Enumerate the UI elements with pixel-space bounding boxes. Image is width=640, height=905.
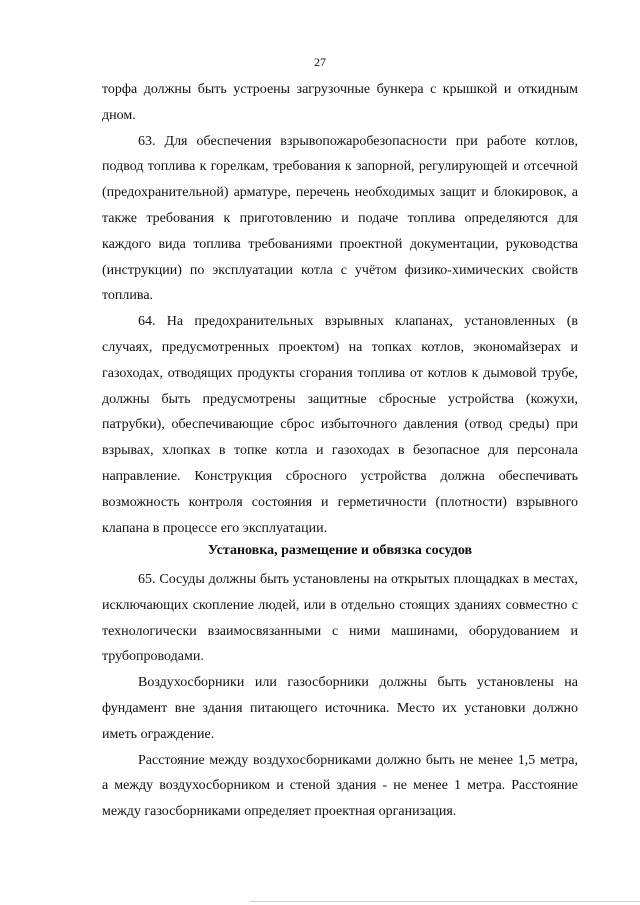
- paragraph-air-receivers: Воздухосборники или газосборники должны быть установлены на фундамент вне здания питающего источника. Место их установки должно иметь ограждение.: [102, 675, 578, 742]
- paragraph-distance: Расстояние между воздухосборниками должно быть не менее 1,5 метра, а между воздухосборником и стеной здания - не менее 1 метра. Расстояние между газосборниками определяет проектная организация.: [102, 752, 578, 820]
- paragraph-64: 64. На предохранительных взрывных клапанах, установленных (в случаях, предусмотренных проектом) на топках котлов, экономайзерах и газоходах, отводящих продукты сгорания топлива от котлов к дымовой трубе, должны быть предусмотрены защитные сбросные устройства (кожухи, патрубки), обеспечивающие сброс избыточного давления (отвод среды) при взрывах, хлопках в топке котла и газоходах в безопасное для персонала направление. Конструкция сбросного устройства должна обеспечивать возможность контроля состояния и герметичности (плотности) взрывного клапана в процессе его эксплуатации.: [102, 314, 578, 536]
- paragraph-63: 63. Для обеспечения взрывопожаробезопасности при работе котлов, подвод топлива к горелкам, требования к запорной, регулирующей и отсечной (предохранительной) арматуре, перечень необходимых защит и блокировок, а также требования к приготовлению и подаче топлива определяются для каждого вида топлива требованиями проектной документации, руководства (инструкции) по эксплуатации котла с учётом физико-химических свойств топлива.: [102, 133, 578, 304]
- section-one: [102, 77, 578, 541]
- section-two: [102, 567, 578, 825]
- paragraph-65: 65. Сосуды должны быть установлены на открытых площадках в местах, исключающих скопление людей, или в отдельно стоящих зданиях совместно с технологически взаимосвязанными с ними машинами, оборудованием и трубопроводами.: [102, 572, 578, 665]
- page-number: 27: [314, 55, 326, 69]
- continuation-paragraph: торфа должны быть устроены загрузочные бункера с крышкой и откидным дном.: [102, 82, 578, 123]
- scan-edge-line: [250, 901, 640, 902]
- section-heading: Установка, размещение и обвязка сосудов: [207, 543, 473, 558]
